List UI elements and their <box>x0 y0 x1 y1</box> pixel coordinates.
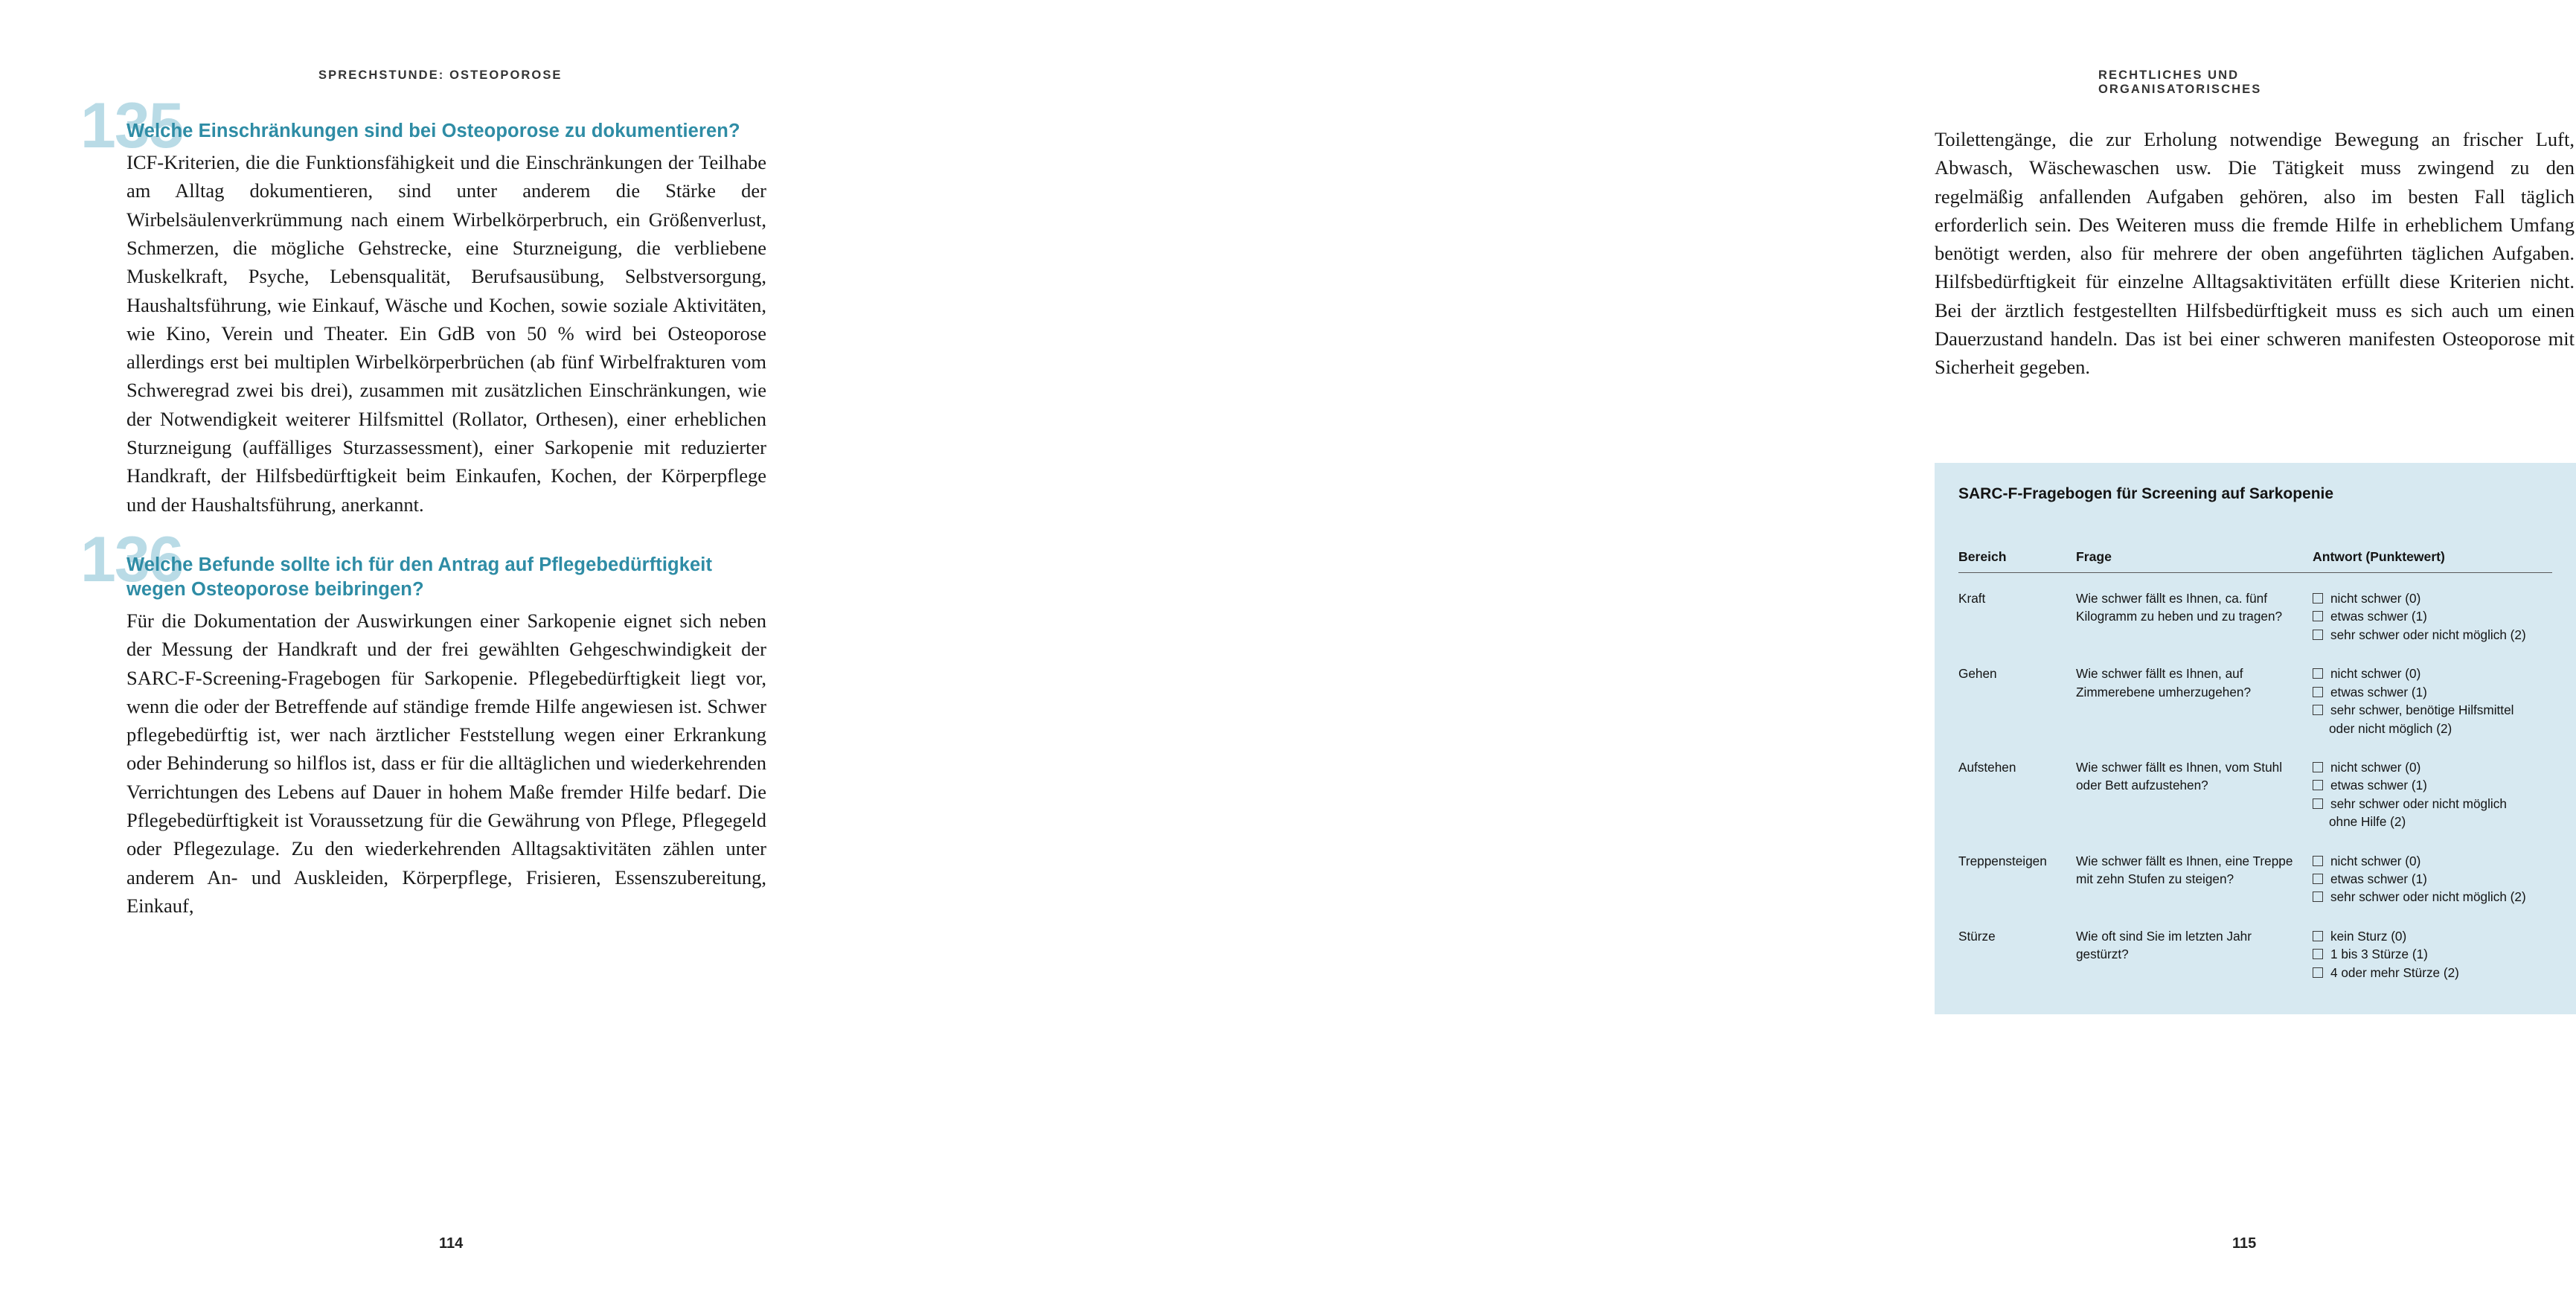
cell-bereich: Kraft <box>1958 591 1986 606</box>
question-block-135 <box>80 90 766 519</box>
answer-option[interactable] <box>2313 870 2552 888</box>
answer-option[interactable] <box>2313 701 2552 719</box>
answer-label: sehr schwer oder nicht möglich <box>2330 796 2507 811</box>
checkbox-icon[interactable] <box>2313 593 2323 604</box>
answer-label: etwas schwer (1) <box>2330 871 2427 887</box>
left-text-column <box>80 90 766 939</box>
answer-label: 4 oder mehr Stürze (2) <box>2330 964 2459 980</box>
table-row <box>1958 573 2552 649</box>
question-body: Für die Dokumentation der Auswirkungen einer Sarkopenie eignet sich neben der Messung der Handkraft und der frei gewählten Gehgeschwindigkeit der SARC-F-Screening-Fragebogen für Sarkopenie. Pflegebedürftigkeit liegt vor, wenn die oder der Betreffende auf ständige fremde Hilfe angewiesen ist. Schwer pflegebedürftig ist, wer nach ärztlicher Feststellung wegen einer Erkrankung oder Behinderung so hilflos ist, dass er für die alltäglichen und wiederkehrenden Verrichtungen des Lebens auf Dauer in hohem Maße fremder Hilfe bedarf. Die Pflegebedürftigkeit ist Voraussetzung für die Gewährung von Pflege, Pflegegeld oder Pflegezulage. Zu den wiederkehrenden Alltagsaktivitäten zählen unter anderem An- und Auskleiden, Körperpflege, Frisieren, Essenszubereitung, Einkauf, <box>126 609 766 917</box>
question-title: Welche Befunde sollte ich für den Antrag auf Pflegebedürftigkeit wegen Osteoporose beibringen? <box>126 554 713 600</box>
checkbox-icon[interactable] <box>2313 798 2323 809</box>
answer-label: etwas schwer (1) <box>2330 609 2427 624</box>
answer-label: nicht schwer (0) <box>2330 666 2421 682</box>
cell-antwort <box>2313 911 2552 986</box>
checkbox-icon[interactable] <box>2313 705 2323 715</box>
answer-option[interactable] <box>2313 665 2552 682</box>
answer-label: nicht schwer (0) <box>2330 853 2421 868</box>
table-row <box>1958 648 2552 742</box>
sarc-box-title: SARC-F-Fragebogen für Screening auf Sarkopenie <box>1958 485 2334 502</box>
checkbox-icon[interactable] <box>2313 967 2323 978</box>
table-row <box>1958 742 2552 836</box>
cell-bereich: Aufstehen <box>1958 759 2016 775</box>
answer-label: nicht schwer (0) <box>2330 759 2421 775</box>
cell-bereich: Treppensteigen <box>1958 853 2047 868</box>
answer-label: sehr schwer, benötige Hilfsmittel <box>2330 702 2514 718</box>
cell-antwort <box>2313 836 2552 911</box>
answer-label: kein Sturz (0) <box>2330 928 2407 944</box>
answer-option[interactable] <box>2313 589 2552 607</box>
question-block-136 <box>80 523 766 920</box>
checkbox-icon[interactable] <box>2313 931 2323 941</box>
answer-label: 1 bis 3 Stürze (1) <box>2330 947 2428 962</box>
checkbox-icon[interactable] <box>2313 668 2323 679</box>
question-title: Welche Einschränkungen sind bei Osteoporose zu dokumentieren? <box>126 121 740 141</box>
answer-label: sehr schwer oder nicht möglich (2) <box>2330 889 2526 905</box>
sarc-f-table <box>1958 549 2552 986</box>
continuation-paragraph: Toilettengänge, die zur Erholung notwendige Bewegung an frischer Luft, Abwasch, Wäschewaschen usw. Die Tätigkeit muss zwingend zu den regelmäßig anfallenden Aufgaben gehören, also im besten Fall täglich erforderlich sein. Des Weiteren muss die fremde Hilfe in erheblichem Umfang benötigt werden, also für mehrere der oben angeführten täglichen Aufgaben. Hilfsbedürftigkeit für einzelne Alltagsaktivitäten erfüllt diese Kriterien nicht. Bei der ärztlich festgestellten Hilfsbedürftigkeit muss es sich auch um einen Dauerzustand handeln. Das ist bei einer schweren manifesten Osteoporose mit Sicherheit gegeben. <box>1935 128 2575 379</box>
answer-option[interactable] <box>2313 758 2552 776</box>
question-number: 135 <box>80 90 183 161</box>
answer-option[interactable] <box>2313 888 2552 906</box>
column-header-antwort: Antwort (Punktewert) <box>2313 549 2552 573</box>
cell-frage: Wie schwer fällt es Ihnen, auf Zimmerebene umherzugehen? <box>2076 666 2252 700</box>
answer-option[interactable] <box>2313 626 2552 644</box>
table-header-row <box>1958 549 2552 573</box>
cell-antwort <box>2313 573 2552 649</box>
checkbox-icon[interactable] <box>2313 874 2323 884</box>
checkbox-icon[interactable] <box>2313 611 2323 621</box>
checkbox-icon[interactable] <box>2313 780 2323 790</box>
left-page <box>0 0 893 1306</box>
cell-frage: Wie schwer fällt es Ihnen, eine Treppe mit zehn Stufen zu steigen? <box>2076 853 2293 887</box>
checkbox-icon[interactable] <box>2313 762 2323 772</box>
answer-option[interactable] <box>2313 945 2552 963</box>
checkbox-icon[interactable] <box>2313 892 2323 902</box>
cell-frage: Wie schwer fällt es Ihnen, vom Stuhl oder Bett aufzustehen? <box>2076 759 2283 793</box>
answer-label: etwas schwer (1) <box>2330 684 2427 700</box>
cell-bereich: Gehen <box>1958 666 1997 682</box>
checkbox-icon[interactable] <box>2313 630 2323 640</box>
checkbox-icon[interactable] <box>2313 856 2323 866</box>
table-row <box>1958 836 2552 911</box>
running-head-left: SPRECHSTUNDE: OSTEOPOROSE <box>318 68 563 82</box>
answer-option[interactable] <box>2313 683 2552 701</box>
cell-antwort <box>2313 742 2552 836</box>
answer-label: nicht schwer (0) <box>2330 591 2421 606</box>
column-header-frage: Frage <box>2076 549 2313 573</box>
answer-option[interactable] <box>2313 927 2552 945</box>
cell-antwort <box>2313 648 2552 742</box>
answer-option[interactable] <box>2313 776 2552 794</box>
page-number-left: 114 <box>439 1235 464 1252</box>
page-number-right: 115 <box>2232 1235 2257 1252</box>
answer-option[interactable] <box>2313 607 2552 625</box>
question-body: ICF-Kriterien, die die Funktionsfähigkeit und die Einschränkungen der Teilhabe am Alltag dokumentieren, sind unter anderem die Stärke der Wirbelsäulenverkrümmung nach einem Wirbelkörperbruch, ein Größenverlust, Schmerzen, die mögliche Gehstrecke, eine Sturzneigung, die verbliebene Muskelkraft, Psyche, Lebensqualität, Berufsausübung, Selbstversorgung, Haushaltsführung, wie Einkauf, Wäsche und Kochen, sowie soziale Aktivitäten, wie Kino, Verein und Theater. Ein GdB von 50 % wird bei Osteoporose allerdings erst bei multiplen Wirbelkörperbrüchen (ab fünf Wirbelfrakturen vom Schweregrad zwei bis drei), zusammen mit zusätzlichen Einschränkungen, wie der Notwendigkeit weiterer Hilfsmittel (Rollator, Orthesen), einer erheblichen Sturzneigung (auffälliges Sturzassessment), einer Sarkopenie mit reduzierter Handkraft, der Hilfsbedürftigkeit beim Einkaufen, Kochen, der Körperpflege und der Haushaltsführung, anerkannt. <box>126 151 766 516</box>
answer-option[interactable] <box>2313 852 2552 870</box>
running-head-right: RECHTLICHES UND ORGANISATORISCHES <box>2098 68 2262 96</box>
answer-label: etwas schwer (1) <box>2330 778 2427 793</box>
answer-option[interactable] <box>2313 964 2552 982</box>
cell-frage: Wie schwer fällt es Ihnen, ca. fünf Kilogramm zu heben und zu tragen? <box>2076 591 2283 624</box>
answer-label-continuation: ohne Hilfe (2) <box>2329 814 2406 830</box>
answer-label: sehr schwer oder nicht möglich (2) <box>2330 627 2526 642</box>
table-body <box>1958 573 2552 987</box>
right-text-column <box>1935 125 2575 382</box>
answer-option[interactable] <box>2313 795 2552 813</box>
cell-frage: Wie oft sind Sie im letzten Jahr gestürzt? <box>2076 928 2252 962</box>
answer-label-continuation: oder nicht möglich (2) <box>2329 720 2452 736</box>
column-header-bereich: Bereich <box>1958 549 2076 573</box>
question-number: 136 <box>80 523 183 595</box>
sarc-f-questionnaire-box <box>1935 463 2576 1014</box>
checkbox-icon[interactable] <box>2313 949 2323 959</box>
right-page <box>893 0 2575 1306</box>
checkbox-icon[interactable] <box>2313 687 2323 697</box>
table-row <box>1958 911 2552 986</box>
cell-bereich: Stürze <box>1958 928 1996 944</box>
